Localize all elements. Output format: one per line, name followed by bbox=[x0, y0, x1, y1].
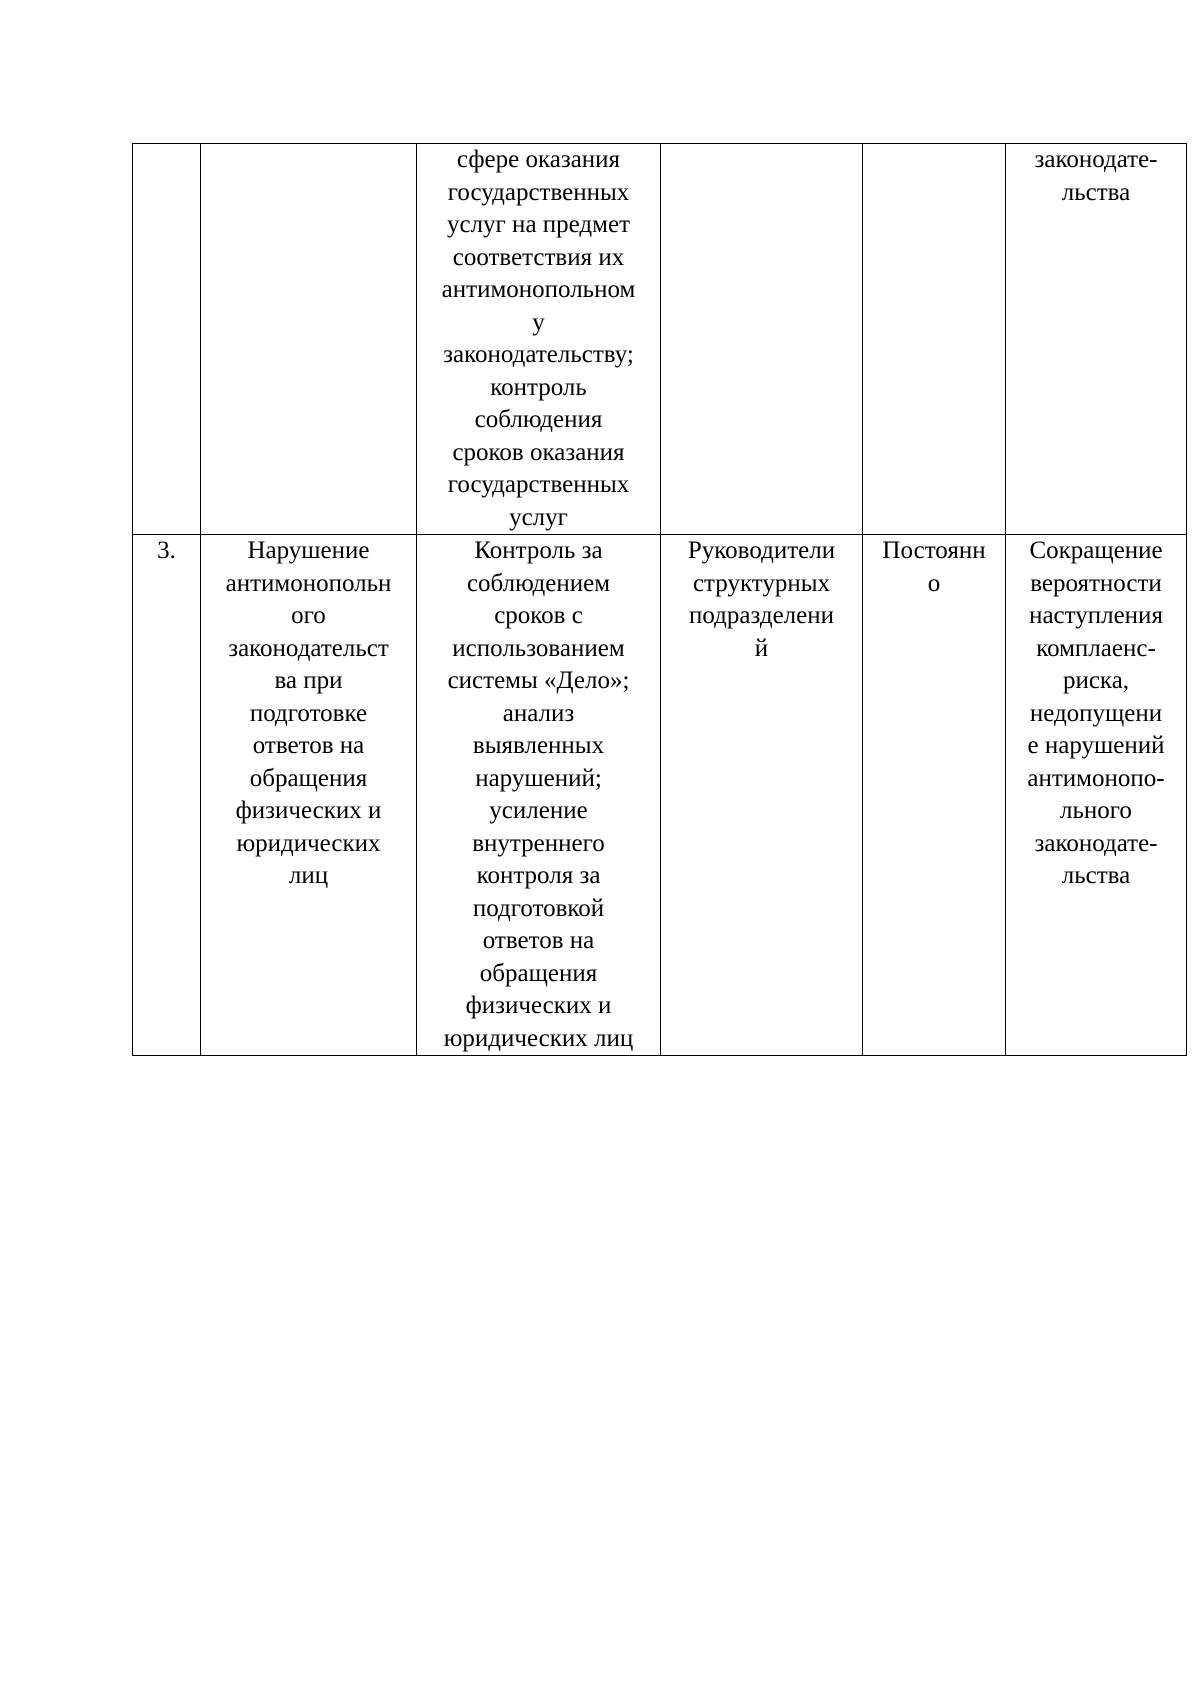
cell-result bbox=[1006, 144, 1187, 535]
cell-text-line: антимонопольном bbox=[441, 276, 636, 303]
cell-text-line: подготовкой bbox=[472, 894, 605, 922]
cell-text-line: обращения bbox=[479, 959, 598, 987]
cell-text-line: ответов на bbox=[482, 927, 595, 954]
cell-text-line: недопущени bbox=[1029, 699, 1163, 727]
cell-text-line: законодательст bbox=[228, 634, 389, 662]
cell-text-line: вероятности bbox=[1030, 569, 1162, 597]
cell-measures bbox=[417, 144, 661, 535]
cell-text-line: сроков оказания bbox=[452, 438, 625, 466]
cell-text-line: соблюдением bbox=[466, 569, 611, 597]
cell-text-line: физических и bbox=[235, 797, 382, 824]
table-row bbox=[133, 535, 1187, 1056]
cell-text-line: подразделени bbox=[688, 602, 835, 629]
cell-text-line: соответствия их bbox=[452, 243, 625, 271]
cell-deadline bbox=[863, 535, 1006, 1056]
cell-text-line: сроков с bbox=[494, 602, 583, 629]
cell-result bbox=[1006, 535, 1187, 1056]
cell-text-line: комплаенс- bbox=[1036, 634, 1156, 662]
measures-table bbox=[132, 143, 1187, 1056]
cell-text-line: системы «Дело»; bbox=[447, 667, 630, 694]
cell-text-line: льного bbox=[1060, 797, 1132, 824]
cell-text-line: выявленных bbox=[472, 732, 605, 759]
cell-text-line: внутреннего bbox=[472, 829, 605, 857]
cell-text-line: ва при bbox=[274, 667, 343, 694]
cell-risk bbox=[201, 535, 417, 1056]
cell-text-line: подготовке bbox=[249, 699, 368, 727]
cell-text-line: государственных bbox=[447, 178, 630, 206]
cell-text-line: й bbox=[754, 634, 769, 662]
cell-text-line: контроль bbox=[490, 373, 587, 401]
cell-text-line: о bbox=[927, 569, 941, 597]
cell-text-line: е нарушений bbox=[1027, 732, 1165, 759]
cell-text-line: антимонопо- bbox=[1027, 764, 1165, 792]
cell-text-line: ответов на bbox=[252, 732, 365, 759]
cell-responsible bbox=[661, 144, 863, 535]
cell-text-line: соблюдения bbox=[474, 406, 603, 433]
cell-text-line: риска, bbox=[1062, 667, 1130, 694]
cell-number bbox=[133, 144, 201, 535]
cell-text-line: Сокращение bbox=[1029, 537, 1163, 564]
cell-text-line: льства bbox=[1061, 178, 1131, 206]
cell-text-line: наступления bbox=[1029, 602, 1163, 629]
cell-text-line: антимонопольн bbox=[225, 569, 392, 597]
cell-text-line: юридических bbox=[236, 829, 381, 857]
cell-text-line: услуг bbox=[509, 503, 568, 531]
cell-responsible bbox=[661, 535, 863, 1056]
cell-text-line: Постоянн bbox=[882, 537, 986, 564]
cell-text-line: анализ bbox=[502, 699, 575, 727]
cell-text-line: государственных bbox=[447, 471, 630, 498]
cell-text-line: Нарушение bbox=[247, 537, 370, 564]
cell-text-line: 3. bbox=[157, 537, 176, 564]
cell-text-line: законодательству; bbox=[443, 341, 634, 368]
cell-deadline bbox=[863, 144, 1006, 535]
table-row bbox=[133, 144, 1187, 535]
cell-text-line: услуг на предмет bbox=[446, 211, 630, 238]
cell-measures bbox=[417, 535, 661, 1056]
cell-text-line: усиление bbox=[489, 797, 588, 824]
cell-number bbox=[133, 535, 201, 1056]
cell-text-line: Руководители bbox=[687, 537, 836, 564]
cell-text-line: у bbox=[532, 308, 545, 336]
cell-text-line: сфере оказания bbox=[456, 146, 621, 173]
cell-text-line: контроля за bbox=[476, 862, 601, 889]
cell-text-line: нарушений; bbox=[475, 764, 602, 792]
cell-text-line: лиц bbox=[288, 862, 329, 889]
cell-text-line: Контроль за bbox=[474, 537, 603, 564]
cell-text-line: использованием bbox=[452, 634, 625, 662]
cell-text-line: обращения bbox=[249, 764, 368, 792]
cell-text-line: структурных bbox=[692, 569, 831, 597]
cell-risk bbox=[201, 144, 417, 535]
cell-text-line: льства bbox=[1061, 862, 1131, 889]
cell-text-line: законодате- bbox=[1034, 829, 1158, 857]
cell-text-line: ого bbox=[291, 602, 326, 629]
cell-text-line: физических и bbox=[465, 992, 612, 1019]
cell-text-line: юридических лиц bbox=[443, 1024, 634, 1052]
cell-text-line: законодате- bbox=[1034, 146, 1158, 173]
